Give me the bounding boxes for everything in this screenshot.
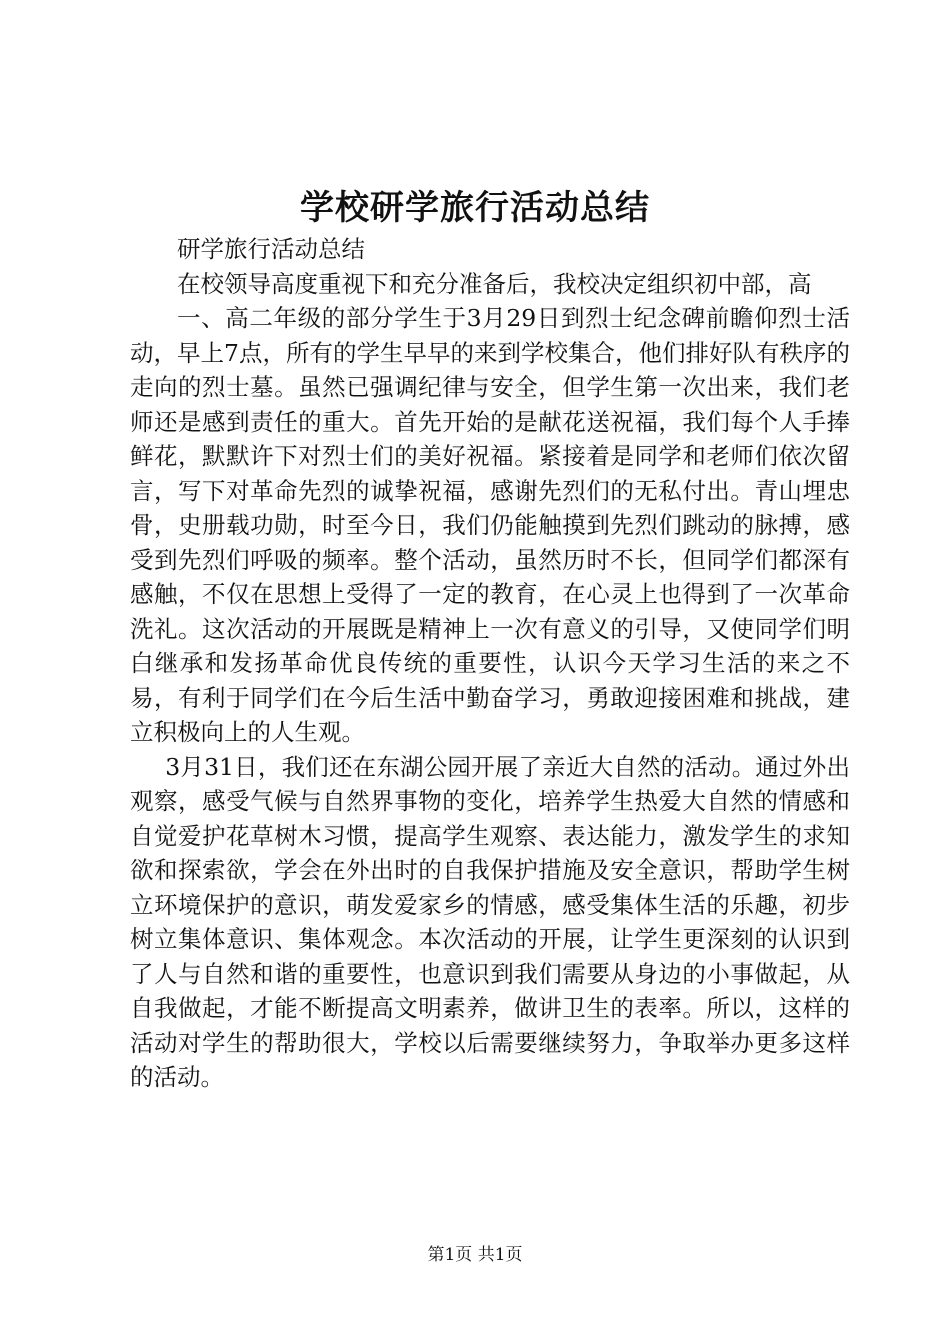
paragraph-intro: 在校领导高度重视下和充分准备后，我校决定组织初中部，高 [177, 269, 812, 298]
page-number-footer: 第1页 共1页 [427, 1245, 523, 1265]
paragraph-memorial-activity: 一、高二年级的部分学生于3月29日到烈士纪念碑前瞻仰烈士活动，早上7点，所有的学生早早的来到学校集合，他们排好队有秩序的走向的烈士墓。虽然已强调纪律与安全，但学生第一次出来，我们老师还是感到责任的重大。首先开始的是献花送祝福，我们每个人手捧鲜花，默默许下对烈士们的美好祝福。紧接着是同学和老师们依次留言，写下对革命先烈的诚挚祝福，感谢先烈们的无私付出。青山埋忠骨，史册载功勋，时至今日，我们仍能触摸到先烈们跳动的脉搏，感受到先烈们呼吸的频率。整个活动，虽然历时不长，但同学们都深有感触，不仅在思想上受得了一定的教育，在心灵上也得到了一次革命洗礼。这次活动的开展既是精神上一次有意义的引导，又使同学们明白继承和发扬革命优良传统的重要性，认识今天学习生活的来之不易，有利于同学们在今后生活中勤奋学习，勇敢迎接困难和挑战，建立积极向上的人生观。 [130, 304, 850, 746]
document-title: 学校研学旅行活动总结 [300, 188, 650, 228]
document-subtitle: 研学旅行活动总结 [177, 235, 365, 263]
paragraph-nature-activity: 3月31日，我们还在东湖公园开展了亲近大自然的活动。通过外出观察，感受气候与自然界事物的变化，培养学生热爱大自然的情感和自觉爱护花草树木习惯，提高学生观察、表达能力，激发学生的求知欲和探索欲，学会在外出时的自我保护措施及安全意识，帮助学生树立环境保护的意识，萌发爱家乡的情感，感受集体生活的乐趣，初步树立集体意识、集体观念。本次活动的开展，让学生更深刻的认识到了人与自然和谐的重要性，也意识到我们需要从身边的小事做起，从自我做起，才能不断提高文明素养，做讲卫生的表率。所以，这样的活动对学生的帮助很大，学校以后需要继续努力，争取举办更多这样的活动。 [130, 752, 850, 1091]
document-body [130, 232, 850, 1095]
